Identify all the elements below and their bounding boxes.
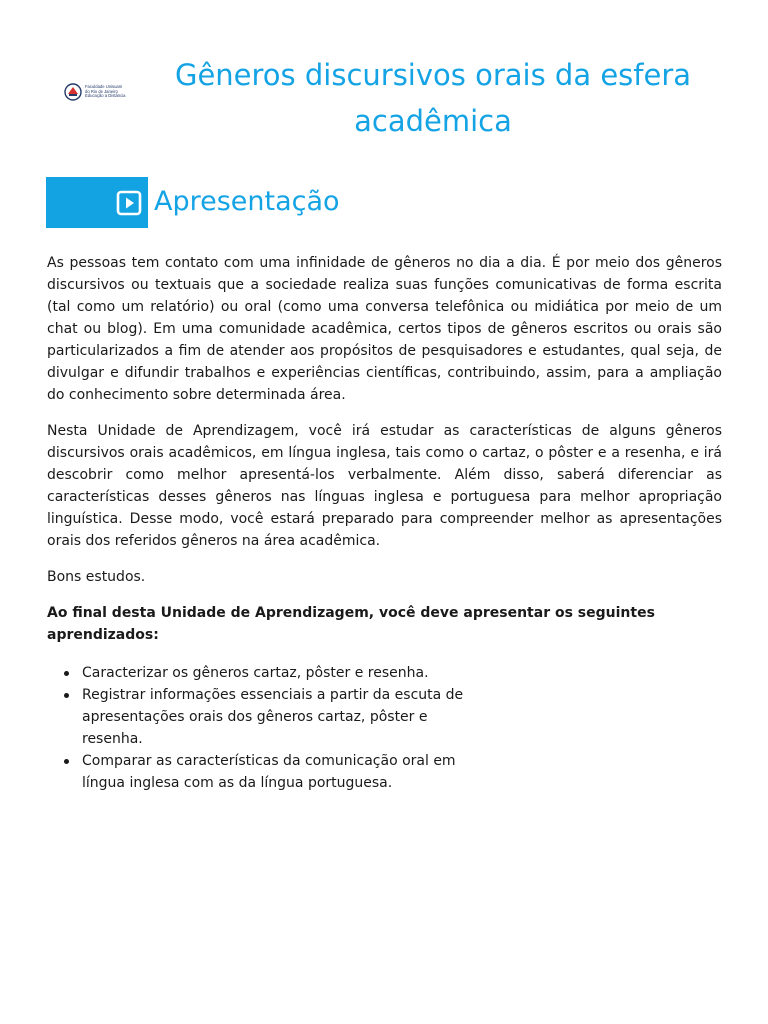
section-heading: Apresentação — [154, 186, 340, 217]
section-marker — [46, 177, 148, 228]
list-item: Caracterizar os gêneros cartaz, pôster e resenha. — [47, 662, 487, 684]
logo-line: Educação a Distância — [85, 93, 126, 99]
document-title: Gêneros discursivos orais da esfera acadêmica — [174, 58, 692, 138]
logo-line: do Rio de Janeiro — [85, 88, 118, 94]
objectives-list — [47, 662, 487, 794]
section-body — [47, 252, 722, 794]
play-icon — [116, 190, 142, 216]
logo-emblem-icon — [64, 83, 82, 101]
logo-wordmark — [85, 85, 126, 99]
list-item: Registrar informações essenciais a partir da escuta de apresentações orais dos gêneros cartaz, pôster e resenha. — [47, 684, 487, 750]
intro-paragraph: As pessoas tem contato com uma infinidade de gêneros no dia a dia. É por meio dos gêneros discursivos ou textuais que a sociedade realiza suas funções comunicativas de forma escrita (tal como um relatório) ou oral (como uma conversa telefônica ou midiática por meio de um chat ou blog). Em uma comunidade acadêmica, certos tipos de gêneros escritos ou orais são particularizados a fim de atender aos propósitos de pesquisadores e estudantes, qual seja, de divulgar e difundir trabalhos e experiências científicas, contribuindo, assim, para a ampliação do conhecimento sobre determinada área. — [47, 255, 722, 403]
unit-paragraph: Nesta Unidade de Aprendizagem, você irá estudar as características de alguns gêneros discursivos orais acadêmicos, em língua inglesa, tais como o cartaz, o pôster e a resenha, e irá descobrir como melhor apresentá-los verbalmente. Além disso, saberá diferenciar as características desses gêneros nas línguas inglesa e portuguesa para melhor apropriação linguística. Desse modo, você estará preparado para compreender melhor as apresentações orais dos referidos gêneros na área acadêmica. — [47, 423, 722, 549]
objectives-lead: Ao final desta Unidade de Aprendizagem, você deve apresentar os seguintes aprendizados: — [47, 605, 655, 643]
list-item: Comparar as características da comunicação oral em língua inglesa com as da língua portuguesa. — [47, 750, 487, 794]
institution-logo — [64, 80, 126, 104]
logo-line: Faculdade Unisuam — [85, 84, 123, 90]
closing-paragraph: Bons estudos. — [47, 569, 146, 585]
